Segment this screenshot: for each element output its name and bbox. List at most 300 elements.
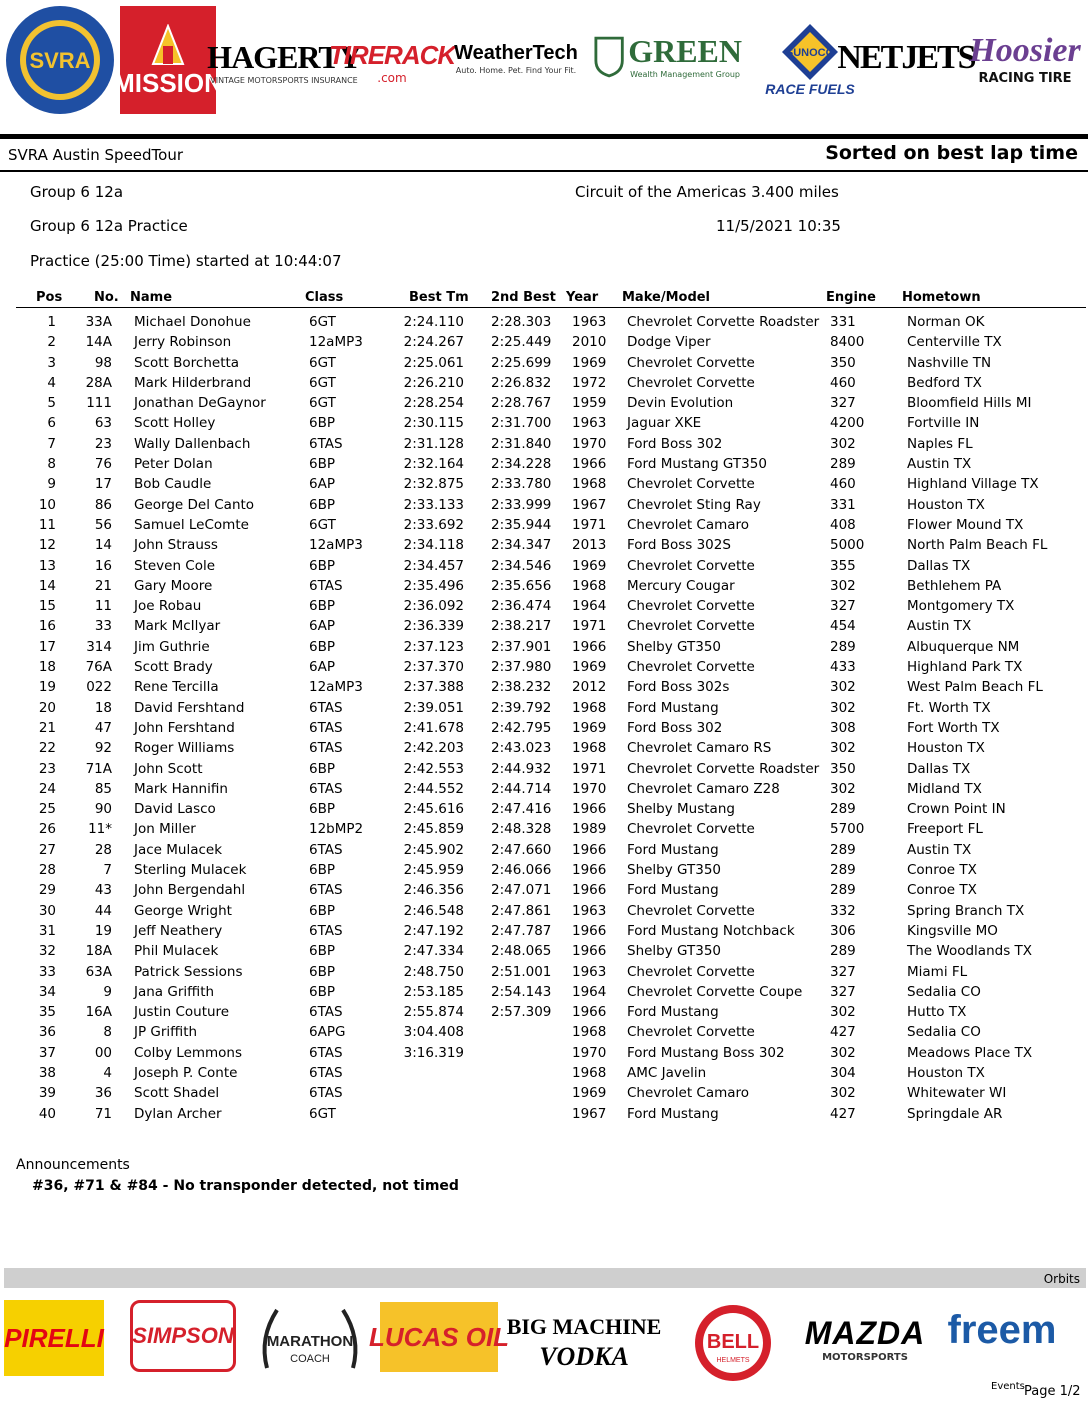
- result-hometown: Nashville TN: [907, 354, 992, 371]
- result-year: 1966: [572, 862, 607, 879]
- top-sponsor-strip: [0, 0, 1088, 128]
- result-class: 6TAS: [309, 1004, 343, 1021]
- result-engine: 5700: [830, 821, 865, 838]
- table-row: [0, 312, 1088, 332]
- result-best-time: 2:37.123: [403, 638, 464, 655]
- result-year: 1967: [572, 1105, 607, 1122]
- table-row: [0, 535, 1088, 555]
- result-second-best-time: 2:34.546: [491, 557, 552, 574]
- result-car-number: 43: [94, 882, 112, 899]
- result-car-number: 18A: [85, 943, 112, 960]
- result-pos: 29: [38, 882, 56, 899]
- table-row: [0, 474, 1088, 494]
- result-class: 6BP: [309, 943, 335, 960]
- result-make-model: Ford Mustang: [627, 1105, 719, 1122]
- result-year: 1969: [572, 354, 607, 371]
- result-car-number: 23: [94, 435, 112, 452]
- table-row: [0, 921, 1088, 941]
- result-driver-name: Jana Griffith: [134, 983, 215, 1000]
- result-best-time: 2:41.678: [403, 719, 464, 736]
- result-best-time: 2:46.356: [403, 882, 464, 899]
- result-driver-name: Gary Moore: [134, 577, 213, 594]
- result-year: 1989: [572, 821, 607, 838]
- result-engine: 350: [830, 760, 856, 777]
- table-row: [0, 556, 1088, 576]
- result-second-best-time: 2:44.932: [491, 760, 552, 777]
- result-make-model: Mercury Cougar: [627, 577, 735, 594]
- result-hometown: Dallas TX: [907, 557, 971, 574]
- result-car-number: 14A: [85, 334, 112, 351]
- netjets-logo-text: NETJETS: [837, 39, 975, 76]
- result-class: 6BP: [309, 862, 335, 879]
- result-second-best-time: 2:48.328: [491, 821, 552, 838]
- result-hometown: Bethlehem PA: [907, 577, 1002, 594]
- marathon-tagline: COACH: [290, 1353, 330, 1365]
- result-second-best-time: 2:47.416: [491, 801, 552, 818]
- hagerty-logo: [207, 16, 361, 110]
- result-class: 6APG: [309, 1024, 346, 1041]
- table-row: [0, 1104, 1088, 1124]
- result-engine: 427: [830, 1105, 856, 1122]
- result-engine: 350: [830, 354, 856, 371]
- result-best-time: 2:48.750: [403, 963, 464, 980]
- marathon-logo-text: MARATHON: [266, 1333, 354, 1350]
- result-engine: 331: [830, 314, 856, 330]
- result-hometown: Dallas TX: [907, 760, 971, 777]
- green-tagline: Wealth Management Group: [630, 70, 741, 79]
- result-class: 6BP: [309, 415, 335, 432]
- result-second-best-time: 2:34.347: [491, 537, 552, 554]
- result-driver-name: Samuel LeComte: [134, 516, 249, 533]
- result-second-best-time: 2:38.232: [491, 679, 552, 696]
- result-second-best-time: 2:54.143: [491, 983, 552, 1000]
- result-second-best-time: 2:47.787: [491, 922, 552, 939]
- result-make-model: Shelby Mustang: [627, 801, 735, 818]
- result-year: 2012: [572, 679, 607, 696]
- result-second-best-time: 2:28.303: [491, 314, 552, 330]
- column-header-make: Make/Model: [622, 290, 711, 305]
- svra-logo: [4, 4, 116, 116]
- result-pos: 37: [38, 1044, 56, 1061]
- sunoco-tagline: RACE FUELS: [765, 81, 855, 97]
- result-hometown: Highland Park TX: [907, 659, 1023, 676]
- result-best-time: 2:55.874: [403, 1004, 464, 1021]
- table-row: [0, 779, 1088, 799]
- result-second-best-time: 2:35.944: [491, 516, 552, 533]
- result-engine: 289: [830, 862, 856, 879]
- result-car-number: 85: [94, 780, 112, 797]
- result-driver-name: Mark Hannifin: [134, 780, 228, 797]
- bell-logo: [692, 1302, 774, 1384]
- result-class: 6BP: [309, 902, 335, 919]
- result-pos: 39: [38, 1085, 56, 1102]
- marathon-logo: [254, 1298, 366, 1382]
- result-hometown: Conroe TX: [907, 862, 977, 879]
- result-hometown: Freeport FL: [907, 821, 983, 838]
- result-best-time: 2:33.133: [403, 496, 464, 513]
- result-driver-name: JP Griffith: [134, 1024, 198, 1041]
- result-car-number: 90: [94, 801, 112, 818]
- result-best-time: 2:32.875: [403, 476, 464, 493]
- result-make-model: Chevrolet Sting Ray: [627, 496, 761, 513]
- result-second-best-time: 2:47.071: [491, 882, 552, 899]
- result-car-number: 16: [94, 557, 112, 574]
- result-car-number: 4: [103, 1064, 112, 1081]
- bell-tagline: HELMETS: [716, 1357, 750, 1364]
- result-best-time: 2:53.185: [403, 983, 464, 1000]
- result-pos: 27: [38, 841, 56, 858]
- table-row: [0, 901, 1088, 921]
- result-best-time: 2:42.203: [403, 740, 464, 757]
- result-make-model: Chevrolet Corvette: [627, 354, 755, 371]
- table-row: [0, 616, 1088, 636]
- result-pos: 17: [38, 638, 56, 655]
- result-engine: 332: [830, 902, 856, 919]
- result-hometown: Fort Worth TX: [907, 719, 1000, 736]
- result-driver-name: Dylan Archer: [134, 1105, 222, 1122]
- result-second-best-time: 2:46.066: [491, 862, 552, 879]
- result-class: 6BP: [309, 557, 335, 574]
- mission-bell-icon: [143, 24, 193, 70]
- result-car-number: 86: [94, 496, 112, 513]
- result-make-model: Chevrolet Corvette Roadster: [627, 760, 820, 777]
- pirelli-logo: [4, 1300, 104, 1376]
- result-car-number: 63: [94, 415, 112, 432]
- result-make-model: Shelby GT350: [627, 638, 722, 655]
- result-pos: 9: [47, 476, 56, 493]
- result-hometown: Springdale AR: [907, 1105, 1003, 1122]
- mazda-logo-text: MAZDA: [804, 1315, 926, 1351]
- column-header-year: Year: [566, 290, 599, 305]
- result-year: 1966: [572, 922, 607, 939]
- freem-logo: [940, 1300, 1064, 1360]
- result-best-time: 2:26.210: [403, 374, 464, 391]
- weathertech-logo-text: WeatherTech: [454, 42, 578, 64]
- result-make-model: Chevrolet Corvette: [627, 374, 755, 391]
- result-engine: 289: [830, 638, 856, 655]
- result-driver-name: Mark McIlyar: [134, 618, 221, 635]
- result-year: 1966: [572, 801, 607, 818]
- result-driver-name: Steven Cole: [134, 557, 216, 574]
- result-hometown: Flower Mound TX: [907, 516, 1024, 533]
- result-hometown: North Palm Beach FL: [907, 537, 1048, 554]
- result-class: 12bMP2: [309, 821, 364, 838]
- result-driver-name: Sterling Mulacek: [134, 862, 247, 879]
- result-driver-name: John Scott: [134, 760, 203, 777]
- result-engine: 355: [830, 557, 856, 574]
- result-pos: 30: [38, 902, 56, 919]
- orbits-label: Orbits: [1043, 1272, 1080, 1286]
- result-car-number: 00: [94, 1044, 112, 1061]
- mazda-tagline: MOTORSPORTS: [822, 1352, 908, 1363]
- result-class: 6GT: [309, 516, 336, 533]
- result-hometown: West Palm Beach FL: [907, 679, 1043, 696]
- result-class: 6GT: [309, 354, 336, 371]
- result-make-model: Chevrolet Corvette: [627, 1024, 755, 1041]
- column-header-no: No.: [94, 290, 119, 305]
- tirerack-tagline: .com: [377, 70, 407, 85]
- result-hometown: Albuquerque NM: [907, 638, 1020, 655]
- result-year: 2013: [572, 537, 607, 554]
- result-make-model: Ford Mustang: [627, 841, 719, 858]
- result-class: 6TAS: [309, 577, 343, 594]
- result-year: 1972: [572, 374, 607, 391]
- result-engine: 306: [830, 922, 856, 939]
- result-driver-name: David Lasco: [134, 801, 216, 818]
- result-engine: 4200: [830, 415, 865, 432]
- table-row: [0, 495, 1088, 515]
- result-engine: 302: [830, 679, 856, 696]
- result-best-time: 2:34.118: [403, 537, 464, 554]
- result-pos: 3: [47, 354, 56, 371]
- result-second-best-time: 2:42.795: [491, 719, 552, 736]
- table-row: [0, 759, 1088, 779]
- result-second-best-time: 2:39.792: [491, 699, 552, 716]
- result-driver-name: Colby Lemmons: [134, 1044, 243, 1061]
- result-second-best-time: 2:25.449: [491, 334, 552, 351]
- result-pos: 19: [38, 679, 56, 696]
- lucas-oil-logo-text: LUCAS OIL: [368, 1322, 510, 1352]
- result-best-time: 2:35.496: [403, 577, 464, 594]
- lucas-oil-logo: [368, 1302, 510, 1372]
- svra-logo-mark: [4, 4, 116, 116]
- table-row: [0, 1063, 1088, 1083]
- table-row: [0, 515, 1088, 535]
- table-row: [0, 962, 1088, 982]
- result-year: 1968: [572, 1064, 607, 1081]
- result-make-model: Shelby GT350: [627, 862, 722, 879]
- result-year: 2010: [572, 334, 607, 351]
- result-pos: 34: [38, 983, 56, 1000]
- result-class: 6GT: [309, 314, 336, 330]
- result-year: 1966: [572, 882, 607, 899]
- big-machine-logo-text: BIG MACHINE: [506, 1314, 662, 1339]
- table-row: [0, 576, 1088, 596]
- result-second-best-time: 2:31.840: [491, 435, 552, 452]
- result-class: 6BP: [309, 983, 335, 1000]
- result-best-time: 2:33.692: [403, 516, 464, 533]
- result-year: 1968: [572, 476, 607, 493]
- result-hometown: Houston TX: [907, 1064, 985, 1081]
- table-row: [0, 982, 1088, 1002]
- header-rule-top: [0, 134, 1088, 139]
- result-driver-name: Bob Caudle: [134, 476, 212, 493]
- result-make-model: Chevrolet Camaro Z28: [627, 780, 780, 797]
- result-make-model: Chevrolet Corvette: [627, 902, 755, 919]
- result-hometown: Bedford TX: [907, 374, 982, 391]
- column-header-best: Best Tm: [409, 290, 469, 305]
- result-car-number: 76: [94, 456, 112, 473]
- result-hometown: Naples FL: [907, 435, 973, 452]
- result-car-number: 28A: [85, 374, 112, 391]
- result-car-number: 63A: [85, 963, 112, 980]
- result-pos: 11: [38, 516, 56, 533]
- result-pos: 23: [38, 760, 56, 777]
- result-year: 1970: [572, 780, 607, 797]
- result-hometown: Miami FL: [907, 963, 968, 980]
- result-class: 6TAS: [309, 882, 343, 899]
- announcement-text: #36, #71 & #84 - No transponder detected, not timed: [32, 1178, 459, 1194]
- result-make-model: Dodge Viper: [627, 334, 711, 351]
- result-class: 6AP: [309, 659, 335, 676]
- result-second-best-time: 2:47.660: [491, 841, 552, 858]
- table-row: [0, 698, 1088, 718]
- mission-logo-text: MISSION: [113, 68, 223, 98]
- result-car-number: 71A: [85, 760, 112, 777]
- result-year: 1971: [572, 516, 607, 533]
- result-car-number: 8: [103, 1024, 112, 1041]
- result-pos: 38: [38, 1064, 56, 1081]
- group-label: Group 6 12a: [30, 183, 124, 201]
- result-year: 1966: [572, 638, 607, 655]
- result-make-model: Chevrolet Corvette: [627, 821, 755, 838]
- result-car-number: 19: [94, 922, 112, 939]
- result-make-model: Chevrolet Corvette: [627, 557, 755, 574]
- result-pos: 2: [47, 334, 56, 351]
- column-header-hometown: Hometown: [902, 290, 981, 305]
- result-class: 6TAS: [309, 699, 343, 716]
- result-engine: 8400: [830, 334, 865, 351]
- result-hometown: Sedalia CO: [907, 983, 981, 1000]
- result-engine: 460: [830, 374, 856, 391]
- table-row: [0, 637, 1088, 657]
- result-driver-name: John Strauss: [134, 537, 218, 554]
- green-logo-text: GREEN: [628, 33, 742, 69]
- simpson-logo-text: SIMPSON: [132, 1323, 234, 1348]
- column-header-second-best: 2nd Best: [491, 290, 556, 305]
- result-class: 6BP: [309, 496, 335, 513]
- result-engine: 327: [830, 983, 856, 1000]
- result-make-model: Chevrolet Camaro RS: [627, 740, 772, 757]
- result-hometown: Meadows Place TX: [907, 1044, 1033, 1061]
- result-driver-name: Joe Robau: [134, 598, 202, 615]
- result-hometown: Sedalia CO: [907, 1024, 981, 1041]
- result-class: 6GT: [309, 395, 336, 412]
- result-second-best-time: 2:33.999: [491, 496, 552, 513]
- result-engine: 327: [830, 395, 856, 412]
- hoosier-logo: [968, 6, 1082, 114]
- result-make-model: Shelby GT350: [627, 943, 722, 960]
- result-second-best-time: 2:36.474: [491, 598, 552, 615]
- result-second-best-time: 2:25.699: [491, 354, 552, 371]
- result-make-model: Chevrolet Corvette: [627, 659, 755, 676]
- result-class: 6TAS: [309, 1085, 343, 1102]
- result-make-model: Chevrolet Corvette Roadster: [627, 314, 820, 330]
- result-pos: 22: [38, 740, 56, 757]
- result-car-number: 44: [94, 902, 112, 919]
- table-row: [0, 941, 1088, 961]
- result-year: 1966: [572, 1004, 607, 1021]
- result-best-time: 2:32.164: [403, 456, 464, 473]
- result-year: 1971: [572, 618, 607, 635]
- result-make-model: Ford Mustang: [627, 882, 719, 899]
- result-make-model: Ford Boss 302s: [627, 679, 730, 696]
- result-car-number: 33A: [85, 314, 112, 330]
- result-year: 1963: [572, 963, 607, 980]
- result-second-best-time: 2:51.001: [491, 963, 552, 980]
- column-header-class: Class: [305, 290, 344, 305]
- result-engine: 327: [830, 598, 856, 615]
- result-engine: 302: [830, 435, 856, 452]
- result-hometown: Conroe TX: [907, 882, 977, 899]
- result-class: 6BP: [309, 598, 335, 615]
- table-row: [0, 1022, 1088, 1042]
- result-make-model: Ford Boss 302: [627, 719, 723, 736]
- result-class: 6TAS: [309, 1064, 343, 1081]
- result-pos: 32: [38, 943, 56, 960]
- result-car-number: 28: [94, 841, 112, 858]
- result-pos: 16: [38, 618, 56, 635]
- result-class: 6TAS: [309, 719, 343, 736]
- sunoco-logo-text: SUNOCO: [785, 47, 835, 59]
- sort-label: Sorted on best lap time: [825, 142, 1078, 164]
- result-car-number: 47: [94, 719, 112, 736]
- result-year: 1971: [572, 760, 607, 777]
- result-year: 1969: [572, 719, 607, 736]
- result-year: 1970: [572, 435, 607, 452]
- result-pos: 20: [38, 699, 56, 716]
- result-pos: 6: [47, 415, 56, 432]
- result-best-time: 2:45.959: [403, 862, 464, 879]
- result-pos: 4: [47, 374, 56, 391]
- table-row: [0, 434, 1088, 454]
- green-shield-icon: [594, 35, 624, 79]
- result-driver-name: Jonathan DeGaynor: [134, 395, 266, 412]
- result-pos: 40: [38, 1105, 56, 1122]
- result-driver-name: Scott Borchetta: [134, 354, 240, 371]
- result-class: 6BP: [309, 638, 335, 655]
- result-pos: 18: [38, 659, 56, 676]
- result-pos: 25: [38, 801, 56, 818]
- result-second-best-time: 2:43.023: [491, 740, 552, 757]
- results-table: [0, 312, 1088, 1124]
- result-year: 1968: [572, 1024, 607, 1041]
- table-row: [0, 819, 1088, 839]
- tirerack-logo: [328, 20, 456, 106]
- result-hometown: Whitewater WI: [907, 1085, 1007, 1102]
- result-class: 6TAS: [309, 1044, 343, 1061]
- table-header-rule: [16, 307, 1086, 308]
- result-year: 1969: [572, 557, 607, 574]
- result-hometown: Fortville IN: [907, 415, 980, 432]
- result-engine: 5000: [830, 537, 865, 554]
- result-pos: 10: [38, 496, 56, 513]
- result-hometown: Austin TX: [907, 618, 972, 635]
- result-make-model: Chevrolet Corvette: [627, 618, 755, 635]
- result-car-number: 18: [94, 699, 112, 716]
- result-make-model: Ford Boss 302: [627, 435, 723, 452]
- result-hometown: The Woodlands TX: [907, 943, 1033, 960]
- hoosier-logo-text: Hoosier: [969, 32, 1081, 69]
- hagerty-logo-text: HAGERTY: [207, 39, 361, 75]
- result-pos: 15: [38, 598, 56, 615]
- result-pos: 12: [38, 537, 56, 554]
- green-logo: [594, 12, 742, 102]
- result-class: 6TAS: [309, 780, 343, 797]
- big-machine-logo: [506, 1300, 662, 1386]
- result-class: 12aMP3: [309, 334, 363, 351]
- result-engine: 308: [830, 719, 856, 736]
- result-second-best-time: 2:37.980: [491, 659, 552, 676]
- session-start-label: Practice (25:00 Time) started at 10:44:07: [30, 252, 342, 270]
- result-car-number: 76A: [85, 659, 112, 676]
- result-class: 12aMP3: [309, 537, 363, 554]
- hagerty-tagline: VINTAGE MOTORSPORTS INSURANCE: [210, 76, 358, 85]
- result-second-best-time: 2:35.656: [491, 577, 552, 594]
- result-second-best-time: 2:33.780: [491, 476, 552, 493]
- result-engine: 408: [830, 516, 856, 533]
- result-driver-name: Wally Dallenbach: [134, 435, 251, 452]
